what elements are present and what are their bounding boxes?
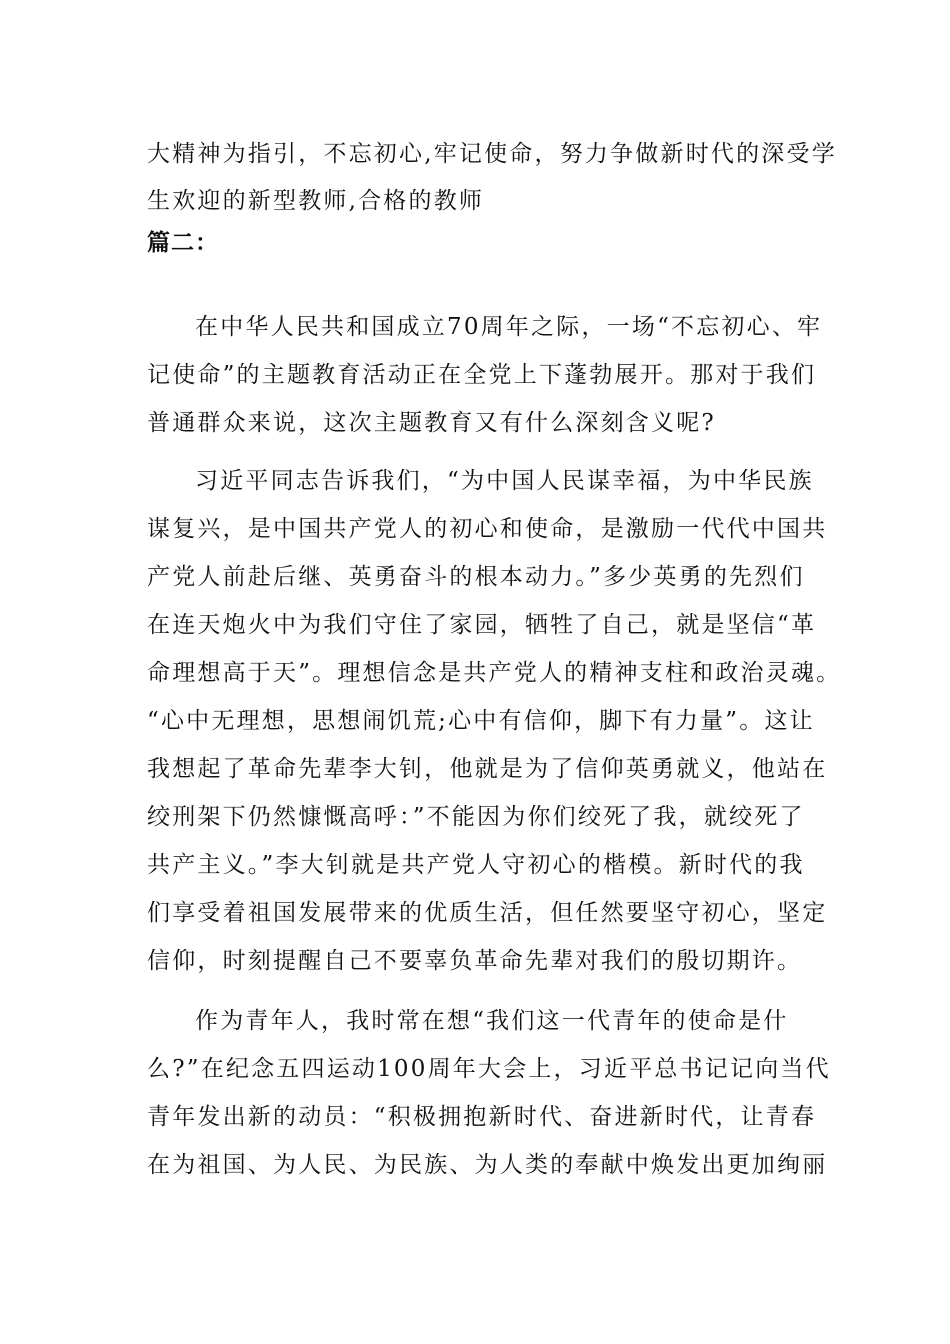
text-line: 我想起了革命先辈李大钊，他就是为了信仰英勇就义，他站在 — [147, 756, 828, 782]
text-line: 记使命”的主题教育活动正在全党上下蓬勃展开。那对于我们 — [147, 362, 817, 388]
text-line: 青年发出新的动员：“积极拥抱新时代、奋进新时代，让青春 — [147, 1104, 817, 1130]
text-line: “心中无理想，思想闹饥荒;心中有信仰，脚下有力量”。这让 — [147, 708, 815, 734]
text-line: 谋复兴，是中国共产党人的初心和使命，是激励一代代中国共 — [147, 516, 828, 542]
text-line: 们享受着祖国发展带来的优质生活，但任然要坚守初心，坚定 — [147, 900, 828, 926]
text-line: 共产主义。”李大钊就是共产党人守初心的楷模。新时代的我 — [147, 852, 805, 878]
text-line: 生欢迎的新型教师,合格的教师 — [147, 188, 485, 214]
text-line: 命理想高于天”。理想信念是共产党人的精神支柱和政治灵魂。 — [147, 660, 842, 686]
text-line: 信仰，时刻提醒自己不要辜负革命先辈对我们的殷切期许。 — [147, 948, 803, 974]
text-line: 大精神为指引，不忘初心,牢记使命，努力争做新时代的深受学 — [147, 141, 837, 167]
text-line: 作为青年人，我时常在想“我们这一代青年的使命是什 — [195, 1008, 789, 1034]
text-line: 绞刑架下仍然慷慨高呼：”不能因为你们绞死了我，就绞死了 — [147, 804, 805, 830]
text-line: 习近平同志告诉我们，“为中国人民谋幸福，为中华民族 — [195, 468, 814, 494]
text-line: 么?”在纪念五四运动100周年大会上，习近平总书记记向当代 — [147, 1056, 831, 1082]
text-line: 产党人前赴后继、英勇奋斗的根本动力。”多少英勇的先烈们 — [147, 564, 805, 590]
text-line: 在中华人民共和国成立70周年之际，一场“不忘初心、牢 — [195, 314, 823, 340]
text-line: 在连天炮火中为我们守住了家园，牺牲了自己，就是坚信“革 — [147, 612, 817, 638]
text-line: 在为祖国、为人民、为民族、为人类的奉献中焕发出更加绚丽 — [147, 1152, 828, 1178]
section-heading: 篇二： — [147, 230, 219, 256]
text-line: 普通群众来说，这次主题教育又有什么深刻含义呢? — [147, 410, 716, 436]
